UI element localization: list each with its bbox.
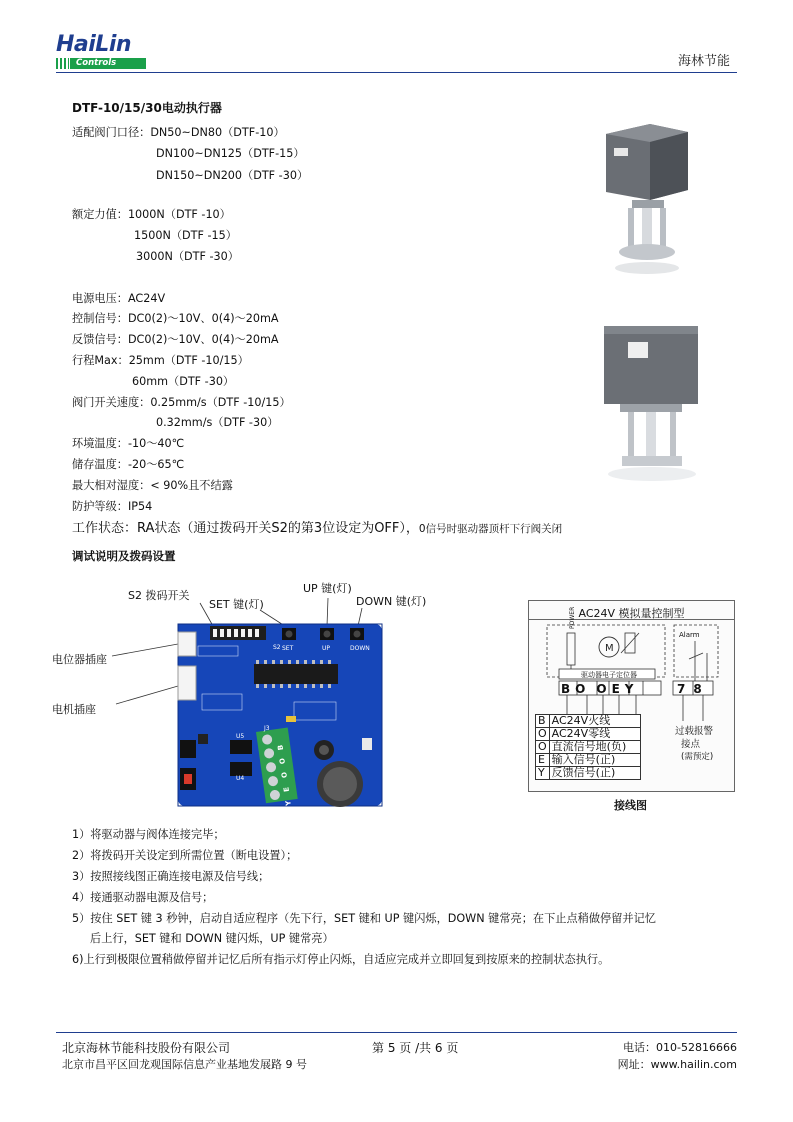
spec-line: 反馈信号：DC0(2)～10V、0(4)～20mA (72, 333, 279, 346)
logo-stripes (56, 58, 69, 69)
alarm-note-line: (需预定) (681, 752, 714, 762)
debug-section-title: 调试说明及拨码设置 (72, 549, 176, 563)
wiring-diagram (528, 600, 735, 792)
wiring-locator-label: 驱动器电子定位器 (581, 671, 637, 679)
wiring-terminal: O (575, 682, 591, 696)
spec-line: 控制信号：DC0(2)～10V、0(4)～20mA (72, 312, 279, 325)
status-suffix: 0信号时驱动器顶杆下行阀关闭 (418, 523, 563, 535)
label-s2-switch: S2 拨码开关 (128, 589, 190, 602)
spec-line: 额定力值：1000N（DTF -10） (72, 208, 231, 221)
label-pot-socket: 电位器插座 (52, 653, 107, 666)
pcb-mark-s2: S2 (273, 644, 281, 651)
pcb-mark-u5: U5 (236, 733, 245, 740)
wiring-title: AC24V 模拟量控制型 (578, 607, 685, 620)
legend-row (536, 754, 641, 767)
legend-row (536, 715, 641, 728)
svg-text:M: M (605, 643, 614, 654)
spec-line: 60mm（DTF -30） (132, 375, 235, 388)
wiring-terminal: B (561, 682, 576, 696)
pcb-board-photo (50, 598, 390, 820)
footer-address: 北京市昌平区回龙观国际信息产业基地发展路 9 号 (62, 1058, 307, 1071)
hailin-logo (56, 32, 148, 70)
footer-company: 北京海林节能科技股份有限公司 (62, 1041, 231, 1055)
alarm-note-line: 接点 (681, 739, 701, 750)
legend-desc: 反馈信号(正) (549, 767, 640, 780)
pcb-mark-set: SET (282, 645, 294, 652)
spec-line: DN100~DN125（DTF-15） (156, 147, 305, 160)
pcb-terminal-o1: O (278, 757, 288, 765)
label-up-key: UP 键(灯) (303, 582, 352, 595)
legend-key: O (536, 728, 550, 741)
legend-key: Y (536, 767, 550, 780)
legend-row (536, 728, 641, 741)
label-down-key: DOWN 键(灯) (356, 595, 427, 608)
pcb-mark-down: DOWN (350, 645, 370, 652)
pcb-terminal-o2: O (280, 771, 289, 779)
spec-line: 0.32mm/s（DTF -30） (156, 416, 279, 429)
header-divider (56, 72, 737, 73)
step-item: 6)上行到极限位置稍做停留并记忆后所有指示灯停止闪烁，自适应完成并立即回复到按原来的控制状态执行。 (72, 953, 610, 966)
wiring-terminal: 7 (677, 682, 694, 696)
footer-page-number: 第 5 页 /共 6 页 (372, 1041, 459, 1055)
wiring-alarm-note (675, 725, 713, 764)
wiring-caption: 接线图 (614, 799, 647, 812)
spec-line: DN150~DN200（DTF -30） (156, 169, 309, 182)
legend-row (536, 741, 641, 754)
step-item: 4）接通驱动器电源及信号； (72, 891, 214, 904)
status-prefix: 工作状态：RA状态（通过拨码开关S2的第3位设定为OFF）， (72, 521, 419, 536)
pcb-terminal-e: E (282, 786, 291, 793)
spec-line: 环境温度：-10～40℃ (72, 437, 185, 450)
wiring-terminal: 8 (693, 682, 710, 696)
legend-desc: 输入信号(正) (549, 754, 640, 767)
wiring-terminal: Y (624, 682, 639, 696)
legend-desc: 直流信号地(负) (549, 741, 640, 754)
pcb-mark-up: UP (322, 645, 331, 652)
spec-line: 适配阀门口径：DN50~DN80（DTF-10） (72, 126, 285, 139)
step-item: 3）按照接线图正确连接电源及信号线； (72, 870, 270, 883)
legend-key: E (536, 754, 550, 767)
status-line (72, 517, 562, 536)
wiring-terminal-row (561, 682, 638, 696)
logo-sub-text: Controls (70, 58, 146, 69)
footer-website: 网址：www.hailin.com (617, 1058, 737, 1071)
wiring-alarm-label: Alarm (679, 631, 700, 639)
legend-key: B (536, 715, 550, 728)
step-item: 2）将拨码开关设定到所需位置（断电设置）； (72, 849, 298, 862)
product-title: DTF-10/15/30电动执行器 (72, 101, 222, 115)
pcb-mark-u4: U4 (236, 775, 245, 782)
spec-line: 电源电压：AC24V (72, 292, 166, 305)
legend-row (536, 767, 641, 780)
pcb-terminal-b: B (276, 744, 286, 751)
wiring-terminal: O (596, 682, 612, 696)
spec-line: 储存温度：-20～65℃ (72, 458, 185, 471)
step-item: 1）将驱动器与阀体连接完毕； (72, 828, 225, 841)
label-set-key: SET 键(灯) (209, 598, 264, 611)
legend-desc: AC24V火线 (549, 715, 640, 728)
wiring-legend-table (535, 714, 641, 780)
spec-line: 最大相对湿度：< 90%且不结露 (72, 479, 233, 492)
step-item: 5）按住 SET 键 3 秒钟，启动自适应程序（先下行，SET 键和 UP 键闪烁，DOWN 键常亮；在下止点稍做停留并记忆 (72, 912, 656, 925)
actuator-photo-side (594, 318, 710, 486)
step-item: 后上行，SET 键和 DOWN 键闪烁，UP 键常亮） (90, 932, 334, 945)
spec-line: 防护等级：IP54 (72, 500, 153, 513)
spec-line: 1500N（DTF -15） (134, 229, 237, 242)
legend-desc: AC24V零线 (549, 728, 640, 741)
actuator-photo-front (592, 112, 702, 282)
footer-divider (56, 1032, 737, 1033)
spec-line: 行程Max：25mm（DTF -10/15） (72, 354, 249, 367)
wiring-power-label: POWER (569, 606, 576, 629)
pcb-terminal-y: Y (284, 800, 293, 807)
wiring-alarm-terminals (677, 682, 710, 696)
legend-key: O (536, 741, 550, 754)
footer-phone: 电话：010-52816666 (623, 1041, 737, 1054)
pcb-mark-j3: J3 (264, 725, 270, 732)
spec-line: 3000N（DTF -30） (136, 250, 239, 263)
spec-line: 阀门开关速度：0.25mm/s（DTF -10/15） (72, 396, 291, 409)
header-brand: 海林节能 (677, 54, 730, 69)
label-motor-socket: 电机插座 (52, 703, 96, 716)
logo-main-text: HaiLin (56, 32, 132, 57)
wiring-terminal: E (611, 682, 625, 696)
alarm-note-line: 过载报警 (675, 726, 714, 737)
